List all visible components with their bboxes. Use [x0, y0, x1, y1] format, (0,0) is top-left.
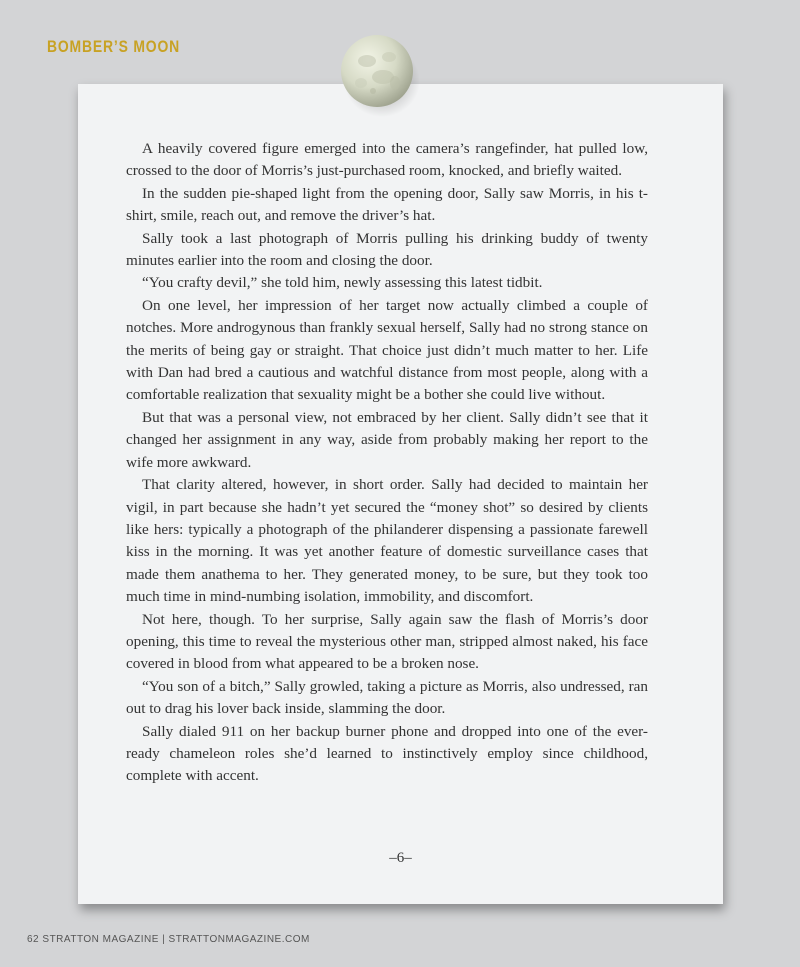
paragraph: “You crafty devil,” she told him, newly assessing this latest tidbit. — [142, 274, 543, 292]
story-body — [126, 138, 648, 788]
paragraph: “You son of a bitch,” Sally growled, taking a picture as Morris, also undressed, ran out to drag his lover back inside, slamming the door. — [126, 677, 648, 718]
paragraph: A heavily covered figure emerged into the camera’s rangefinder, hat pulled low, crossed to the door of Morris’s just-purchased room, knocked, and briefly waited. — [126, 140, 648, 180]
paragraph: That clarity altered, however, in short order. Sally had decided to maintain her vigil, in part because she hadn’t yet secured the “money shot” so desired by clients like hers: typically a photograph of the philanderer dispensing a passionate farewell kiss in the morning. It was yet another feature of domestic surveillance cases that made them anathema to her. They generated money, to be sure, but they took too much time in mind-numbing isolation, immobility, and discomfort. — [126, 476, 648, 606]
paragraph: Sally took a last photograph of Morris pulling his drinking buddy of twenty minutes earlier into the room and closing the door. — [126, 229, 648, 270]
magazine-section-title: BOMBER’S MOON — [47, 37, 181, 56]
paragraph: Sally dialed 911 on her backup burner phone and dropped into one of the ever-ready chameleon roles she’d learned to instinctively employ since childhood, complete with accent. — [126, 722, 648, 785]
paragraph: In the sudden pie-shaped light from the opening door, Sally saw Morris, in his t-shirt, smile, reach out, and remove the driver’s hat. — [126, 184, 648, 225]
moon-icon — [337, 31, 419, 119]
paragraph: But that was a personal view, not embraced by her client. Sally didn’t see that it changed her assignment in any way, aside from probably making her report to the wife more awkward. — [126, 408, 648, 471]
story-page — [78, 84, 723, 904]
page-number: –6– — [389, 850, 412, 866]
paragraph: On one level, her impression of her target now actually climbed a couple of notches. More androgynous than frankly sexual herself, Sally had no strong stance on the merits of being gay or straight. That choice just didn’t much matter to her. Life with Dan had bred a cautious and watchful distance from most people, along with a comfortable realization that sexuality might be a bother she could live without. — [126, 296, 648, 404]
magazine-footer: 62 STRATTON MAGAZINE | STRATTONMAGAZINE.COM — [27, 934, 310, 945]
paragraph: Not here, though. To her surprise, Sally again saw the flash of Morris’s door opening, this time to reveal the mysterious other man, stripped almost naked, his face covered in blood from what appeared to be a broken nose. — [126, 610, 648, 673]
